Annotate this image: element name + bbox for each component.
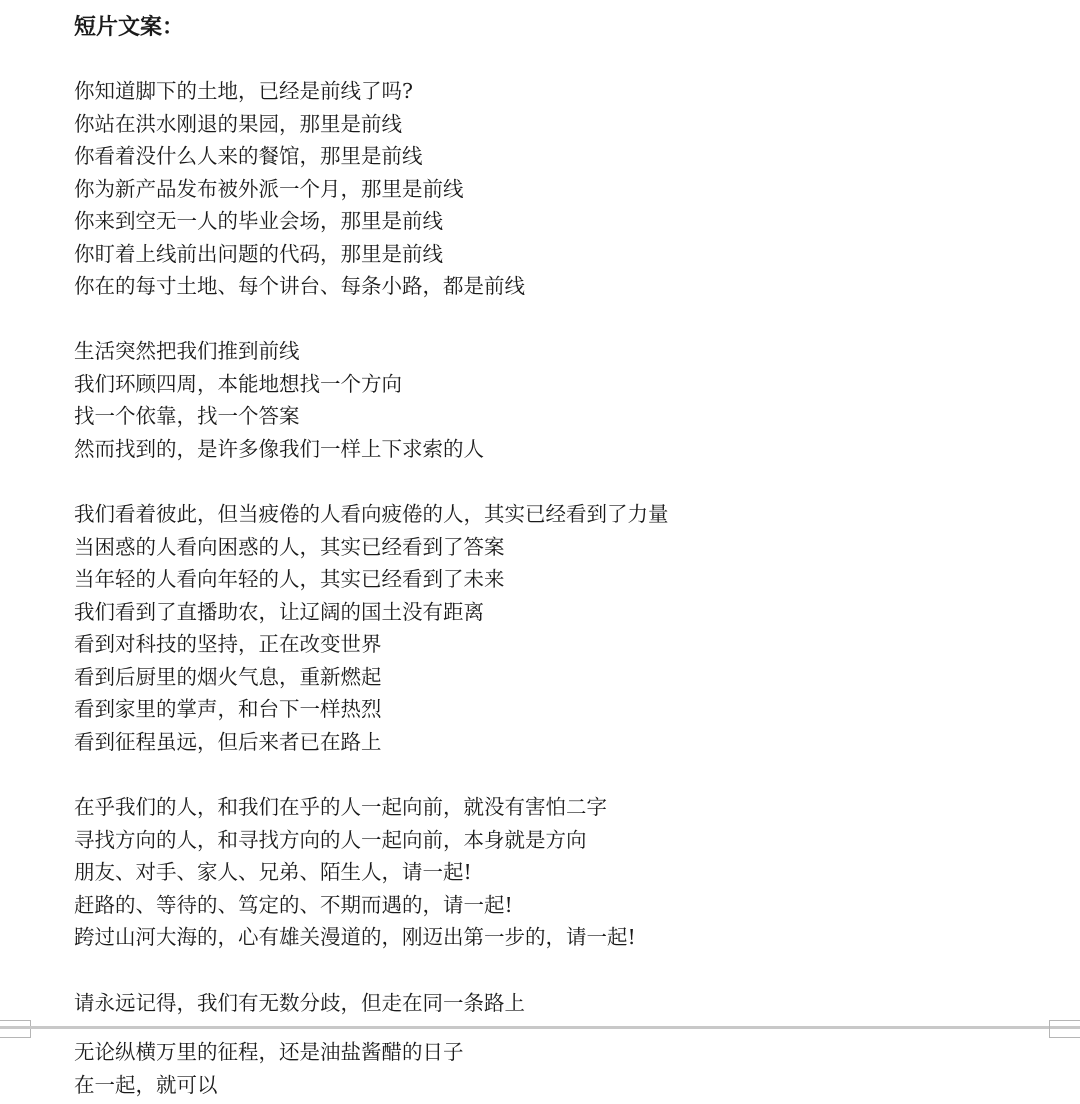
text-line: 你知道脚下的土地，已经是前线了吗? bbox=[74, 79, 413, 103]
text-line: 当困惑的人看向困惑的人，其实已经看到了答案 bbox=[74, 534, 505, 559]
text-line: 找一个依靠，找一个答案 bbox=[74, 404, 300, 428]
text-line: 我们看着彼此，但当疲倦的人看向疲倦的人，其实已经看到了力量 bbox=[74, 502, 669, 526]
text-line: 在一起，就可以 bbox=[74, 1072, 218, 1097]
text-line: 在乎我们的人，和我们在乎的人一起向前，就没有害怕二字 bbox=[74, 795, 607, 819]
stanza-2 bbox=[74, 335, 484, 465]
text-line: 赶路的、等待的、笃定的、不期而遇的，请一起! bbox=[74, 892, 513, 917]
text-line: 生活突然把我们推到前线 bbox=[74, 339, 300, 363]
text-line: 请永远记得，我们有无数分歧，但走在同一条路上 bbox=[74, 991, 525, 1015]
text-line: 你站在洪水刚退的果园，那里是前线 bbox=[74, 111, 402, 136]
text-line: 朋友、对手、家人、兄弟、陌生人，请一起! bbox=[74, 860, 472, 884]
text-line: 看到家里的掌声，和台下一样热烈 bbox=[74, 697, 382, 721]
text-line: 然而找到的，是许多像我们一样上下求索的人 bbox=[74, 436, 484, 461]
page-margin-marker-right bbox=[1049, 1020, 1080, 1038]
text-line: 无论纵横万里的征程，还是油盐酱醋的日子 bbox=[74, 1040, 464, 1064]
stanza-1 bbox=[74, 75, 525, 303]
stanza-5 bbox=[74, 987, 525, 1020]
text-line: 你盯着上线前出问题的代码，那里是前线 bbox=[74, 241, 443, 266]
text-line: 看到对科技的坚持，正在改变世界 bbox=[74, 632, 382, 656]
text-line: 跨过山河大海的，心有雄关漫道的，刚迈出第一步的，请一起! bbox=[74, 925, 636, 949]
next-page-stanza bbox=[74, 1036, 464, 1101]
stanza-4 bbox=[74, 791, 636, 954]
text-line: 你为新产品发布被外派一个月，那里是前线 bbox=[74, 176, 464, 201]
text-line: 当年轻的人看向年轻的人，其实已经看到了未来 bbox=[74, 567, 505, 591]
document-title: 短片文案： bbox=[74, 14, 185, 40]
text-line: 你在的每寸土地、每个讲台、每条小路，都是前线 bbox=[74, 274, 525, 298]
page-break-divider bbox=[0, 1026, 1080, 1029]
text-line: 寻找方向的人，和寻找方向的人一起向前，本身就是方向 bbox=[74, 827, 587, 852]
page-margin-marker-left bbox=[0, 1020, 31, 1038]
text-line: 你看着没什么人来的餐馆，那里是前线 bbox=[74, 144, 423, 168]
stanza-3 bbox=[74, 498, 669, 758]
text-line: 我们环顾四周，本能地想找一个方向 bbox=[74, 371, 402, 396]
text-line: 我们看到了直播助农，让辽阔的国土没有距离 bbox=[74, 599, 484, 624]
text-line: 看到后厨里的烟火气息，重新燃起 bbox=[74, 664, 382, 689]
text-line: 看到征程虽远，但后来者已在路上 bbox=[74, 729, 382, 754]
text-line: 你来到空无一人的毕业会场，那里是前线 bbox=[74, 209, 443, 233]
